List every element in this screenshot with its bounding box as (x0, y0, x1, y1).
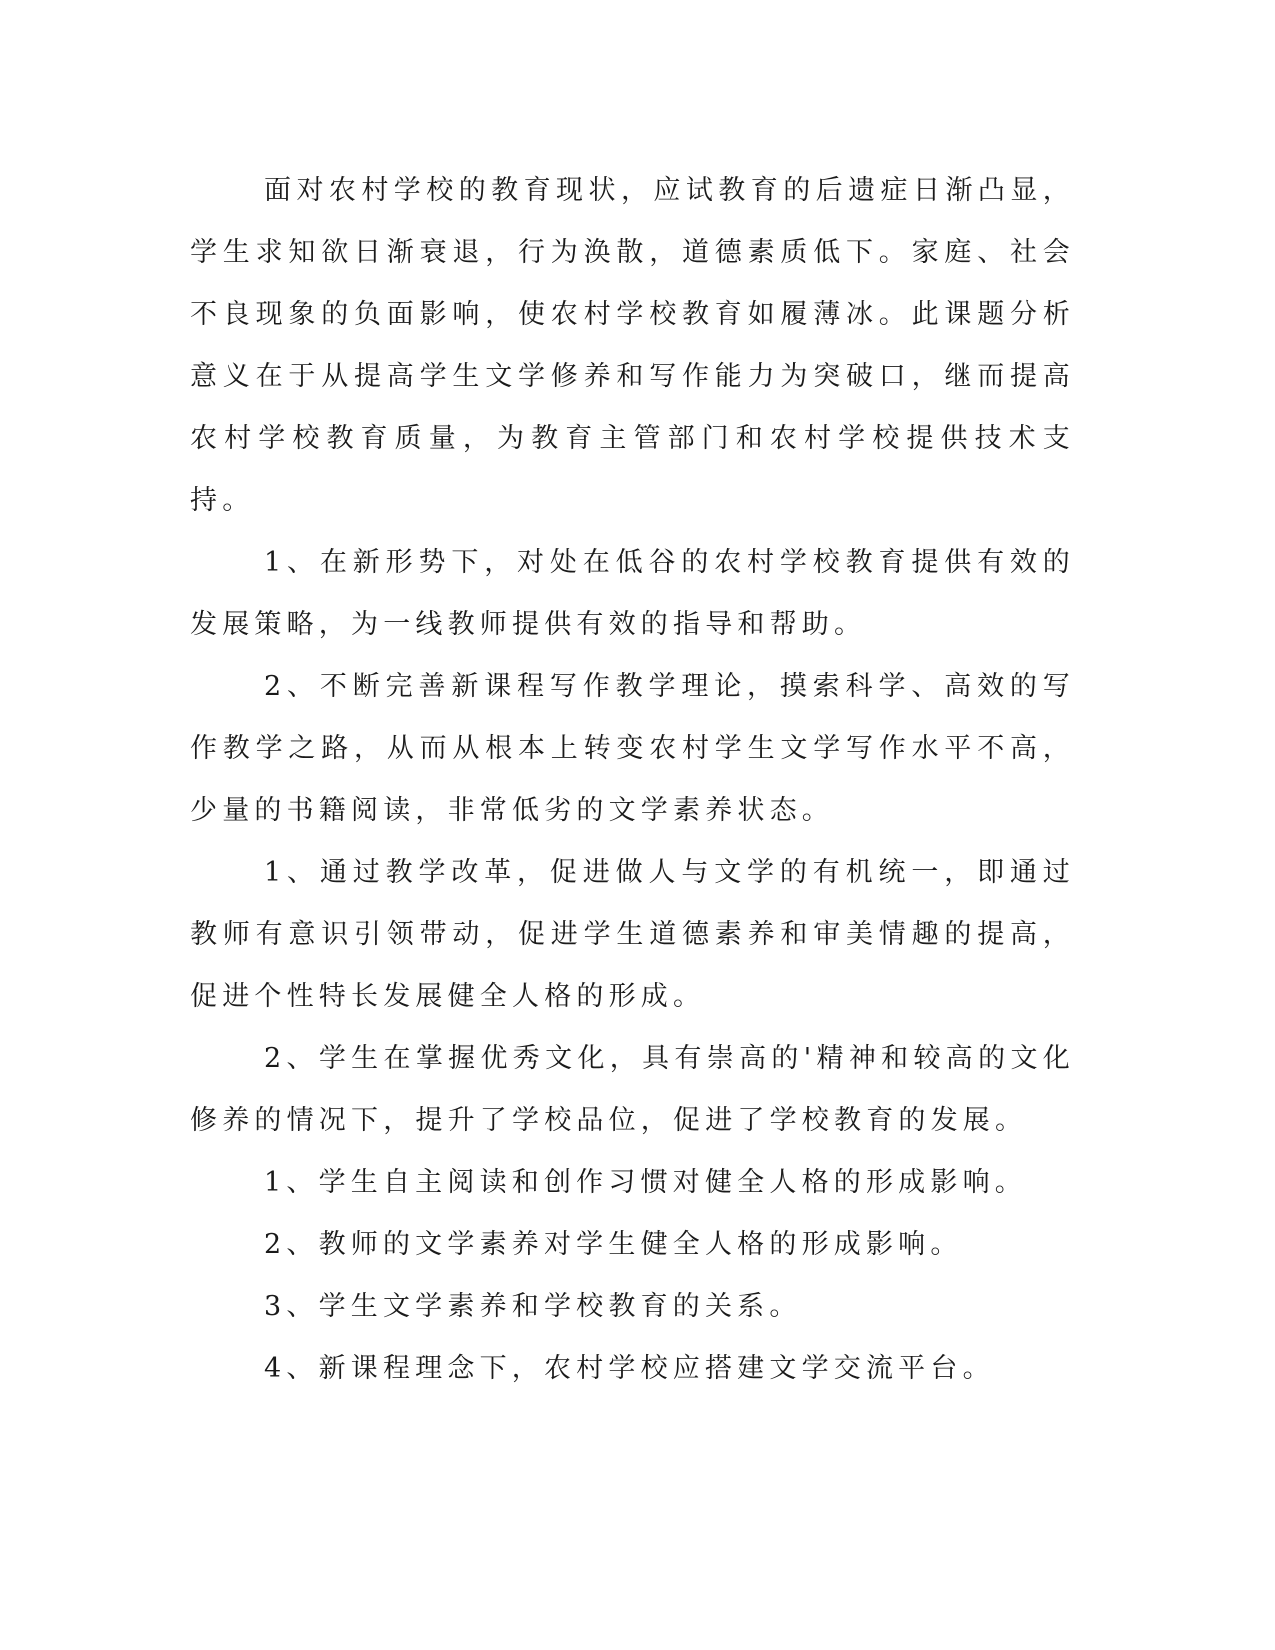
paragraph-content-2: 2、教师的文学素养对学生健全人格的形成影响。 (264, 1229, 963, 1260)
paragraph-content-1: 1、学生自主阅读和创作习惯对健全人格的形成影响。 (264, 1167, 1027, 1198)
paragraph-intro: 面对农村学校的教育现状，应试教育的后遗症日渐凸显，学生求知欲日渐衰退，行为涣散，道德素质低下。家庭、社会不良现象的负面影响，使农村学校教育如履薄冰。此课题分析意义在于从提高学生文学修养和写作能力为突破口，继而提高农村学校教育质量，为教育主管部门和农村学校提供技术支持。 (190, 175, 1075, 516)
paragraph-significance-1: 1、在新形势下，对处在低谷的农村学校教育提供有效的发展策略，为一线教师提供有效的指导和帮助。 (190, 547, 1075, 640)
paragraph-significance-2: 2、不断完善新课程写作教学理论，摸索科学、高效的写作教学之路，从而从根本上转变农村学生文学写作水平不高，少量的书籍阅读，非常低劣的文学素养状态。 (190, 671, 1075, 826)
paragraph-content-4: 4、新课程理念下，农村学校应搭建文学交流平台。 (264, 1353, 995, 1384)
paragraph-content-3: 3、学生文学素养和学校教育的关系。 (264, 1291, 802, 1322)
paragraph-goal-1: 1、通过教学改革，促进做人与文学的有机统一，即通过教师有意识引领带动，促进学生道德素养和审美情趣的提高，促进个性特长发展健全人格的形成。 (190, 857, 1075, 1012)
document-body (190, 160, 1075, 1400)
paragraph-goal-2: 2、学生在掌握优秀文化，具有崇高的'精神和较高的文化修养的情况下，提升了学校品位，促进了学校教育的发展。 (190, 1043, 1075, 1136)
